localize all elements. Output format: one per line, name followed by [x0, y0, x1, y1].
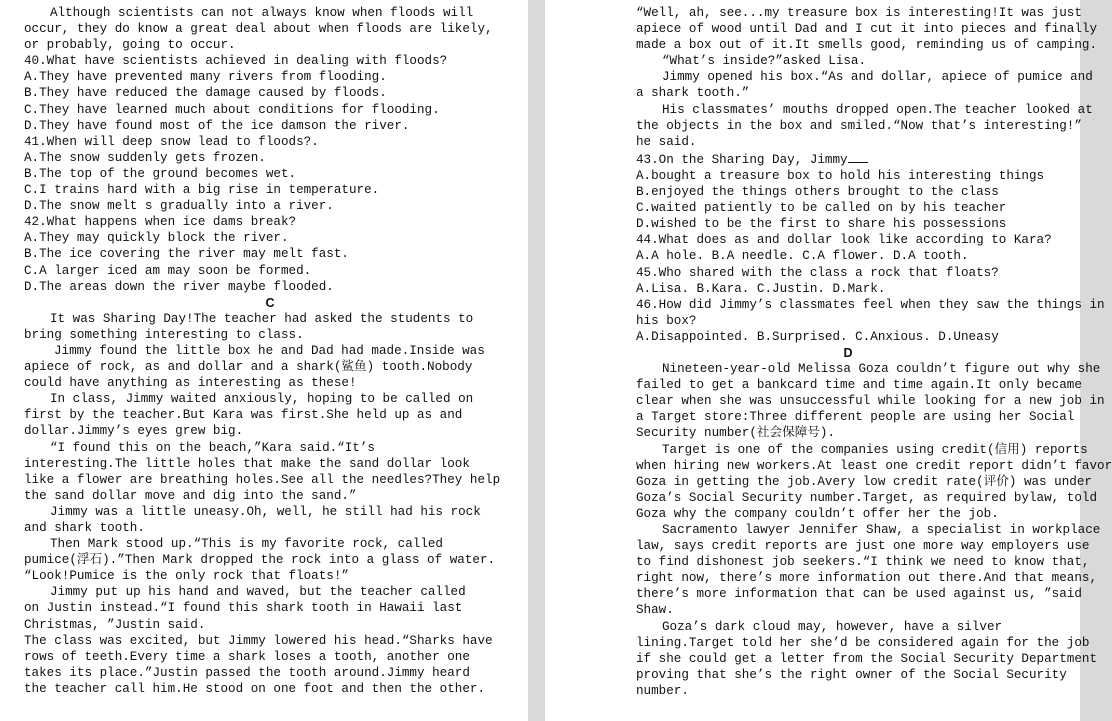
text-line	[636, 21, 1098, 37]
text-line	[24, 600, 516, 616]
text-line	[24, 584, 516, 600]
line-text: apiece of rock, as and dollar and a shark(鲨鱼) tooth.Nobody	[24, 360, 473, 375]
text-line	[24, 617, 516, 633]
text-line	[636, 586, 1082, 602]
text-line	[24, 359, 516, 375]
line-text: he said.	[636, 134, 697, 149]
line-text: His classmates’ mouths dropped open.The teacher looked at	[662, 102, 1093, 117]
line-text: law, says credit reports are just one more way employers use	[636, 539, 1090, 554]
text-line	[24, 134, 516, 150]
text-line	[24, 343, 516, 359]
line-text: Jimmy found the little box he and Dad had made.Inside was	[54, 343, 485, 358]
line-text: the teacher call him.He stood on one foot and then the other.	[24, 681, 486, 696]
text-line	[24, 198, 516, 214]
text-line	[24, 311, 516, 327]
line-text: Jimmy opened his box.“As and dollar, apiece of pumice and	[662, 70, 1093, 85]
line-text: or probably, going to occur.	[24, 38, 236, 53]
line-text: Shaw.	[636, 603, 674, 618]
line-text: bring something interesting to class.	[24, 327, 304, 342]
line-text: there’s more information that can be used against us, ”said	[636, 587, 1082, 602]
line-text: 43.On the Sharing Day, Jimmy	[636, 152, 848, 167]
text-line	[24, 5, 516, 21]
text-line	[24, 375, 516, 391]
section-heading	[24, 295, 516, 311]
line-text: the sand dollar move and dig into the sand.”	[24, 488, 357, 503]
line-text: D.The snow melt s gradually into a river.	[24, 199, 334, 214]
text-line	[636, 409, 1075, 425]
line-text: C.I trains hard with a big rise in temperature.	[24, 183, 380, 198]
line-text: “Well, ah, see...my treasure box is interesting!It was just	[636, 6, 1082, 20]
text-line	[24, 391, 516, 407]
text-line	[24, 520, 516, 536]
text-line	[24, 536, 516, 552]
line-text: clear when she was unsuccessful while looking for a new job in	[636, 394, 1105, 409]
text-line	[24, 37, 516, 53]
line-text: 40.What have scientists achieved in dealing with floods?	[24, 54, 448, 69]
text-line	[24, 102, 516, 118]
text-line	[636, 442, 1088, 458]
line-text: his box?	[636, 313, 697, 328]
line-text: “I found this on the beach,”Kara said.“It’s	[50, 440, 375, 455]
text-line	[636, 134, 1060, 150]
line-text: Jimmy put up his hand and waved, but the teacher called	[50, 585, 466, 600]
line-text: Nineteen-year-old Melissa Goza couldn’t figure out why she	[662, 362, 1101, 377]
text-line	[24, 665, 516, 681]
text-line	[636, 102, 1093, 118]
text-line	[636, 570, 1098, 586]
text-line	[636, 506, 1060, 522]
text-line	[24, 456, 516, 472]
line-text: “What’s inside?”asked Lisa.	[662, 54, 867, 69]
line-text: on Justin instead.“I found this shark tooth in Hawaii last	[24, 601, 463, 616]
line-text: The class was excited, but Jimmy lowered his head.“Sharks have	[24, 633, 493, 648]
text-line	[636, 602, 1060, 618]
line-text: B.enjoyed the things others brought to the class	[636, 185, 999, 200]
line-text: A.They may quickly block the river.	[24, 231, 289, 246]
text-line	[24, 327, 516, 343]
text-line	[636, 69, 1093, 85]
text-line	[636, 200, 1060, 216]
text-line	[636, 667, 1067, 683]
line-text: A.A hole. B.A needle. C.A flower. D.A tooth.	[636, 249, 969, 264]
text-line	[24, 440, 516, 456]
text-line	[24, 407, 516, 423]
line-text: C	[265, 295, 275, 310]
text-line	[636, 522, 1101, 538]
line-text: Jimmy was a little uneasy.Oh, well, he still had his rock	[50, 504, 481, 519]
line-text: when hiring new workers.At least one credit report didn’t favor	[636, 458, 1112, 473]
line-text: A.Disappointed. B.Surprised. C.Anxious. D.Uneasy	[636, 329, 999, 344]
line-text: Target is one of the companies using credit(信用) reports	[662, 442, 1088, 457]
text-line	[636, 85, 1060, 101]
text-line	[24, 230, 516, 246]
text-line	[636, 37, 1098, 53]
line-text: a Target store:Three different people are using her Social	[636, 410, 1075, 425]
line-text: first by the teacher.But Kara was first.She held up as and	[24, 408, 463, 423]
line-text: A.The snow suddenly gets frozen.	[24, 150, 266, 165]
text-line	[24, 166, 516, 182]
line-text: Goza’s dark cloud may, however, have a silver	[662, 619, 1003, 634]
text-line	[24, 85, 516, 101]
text-line	[24, 21, 516, 37]
text-line	[636, 425, 1060, 441]
line-text: if she could get a letter from the Social Security Department	[636, 651, 1098, 666]
line-text: occur, they do know a great deal about when floods are likely,	[24, 22, 493, 37]
line-text: B.The ice covering the river may melt fast.	[24, 247, 349, 262]
text-line	[636, 281, 1060, 297]
line-text: “Look!Pumice is the only rock that floats!”	[24, 569, 349, 584]
text-line	[636, 248, 1060, 264]
line-text: interesting.The little holes that make the sand dollar look	[24, 456, 470, 471]
line-text: Christmas, ”Justin said.	[24, 617, 206, 632]
text-line	[24, 568, 516, 584]
line-text: C.waited patiently to be called on by his teacher	[636, 201, 1007, 216]
text-line	[636, 393, 1105, 409]
text-line	[636, 683, 1060, 699]
text-line	[636, 554, 1090, 570]
text-line	[24, 649, 516, 665]
text-line	[24, 118, 516, 134]
line-text: right now, there’s more information out there.And that means,	[636, 571, 1098, 586]
line-text: pumice(浮石).”Then Mark dropped the rock into a glass of water.	[24, 553, 496, 568]
line-text: Although scientists can not always know when floods will	[50, 6, 474, 20]
line-text: D.The areas down the river maybe flooded.	[24, 279, 334, 294]
text-line	[636, 490, 1098, 506]
text-line	[636, 118, 1082, 134]
line-text: 44.What does as and dollar look like according to Kara?	[636, 233, 1052, 248]
text-line	[636, 232, 1060, 248]
line-text: D.They have found most of the ice damson the river.	[24, 118, 410, 133]
text-line	[636, 651, 1098, 667]
text-line	[636, 150, 1060, 168]
line-text: could have anything as interesting as these!	[24, 376, 357, 391]
text-line	[636, 313, 1060, 329]
line-text: Goza in getting the job.Avery low credit rate(评价) was under	[636, 474, 1092, 489]
line-text: Goza’s Social Security number.Target, as required bylaw, told	[636, 490, 1098, 505]
text-line	[636, 619, 1060, 635]
line-text: Sacramento lawyer Jennifer Shaw, a specialist in workplace	[662, 523, 1101, 537]
text-line	[636, 53, 1060, 69]
line-text: A.They have prevented many rivers from flooding.	[24, 70, 387, 85]
line-text: like a flower are breathing holes.See all the needles?They help	[24, 472, 501, 487]
section-heading	[636, 345, 1060, 361]
line-text: Goza why the company couldn’t offer her the job.	[636, 506, 999, 521]
text-line	[636, 361, 1101, 377]
line-text: Then Mark stood up.“This is my favorite rock, called	[50, 537, 443, 552]
line-text: failed to get a bankcard time and time again.It only became	[636, 378, 1082, 393]
line-text: C.They have learned much about conditions for flooding.	[24, 102, 440, 117]
text-line	[636, 377, 1082, 393]
line-text: to find dishonest job seekers.“I think we need to know that,	[636, 555, 1090, 570]
text-line	[636, 458, 1112, 474]
text-line	[24, 504, 516, 520]
text-line	[636, 184, 1060, 200]
text-line	[636, 216, 1060, 232]
left-page-text	[24, 5, 516, 697]
left-page	[0, 0, 528, 721]
line-text: made a box out of it.It smells good, reminding us of camping.	[636, 38, 1098, 53]
text-line	[24, 246, 516, 262]
line-text: In class, Jimmy waited anxiously, hoping to be called on	[50, 392, 474, 407]
answer-blank	[848, 150, 868, 163]
text-line	[24, 633, 516, 649]
line-text: 46.How did Jimmy’s classmates feel when they saw the things in	[636, 297, 1105, 312]
line-text: rows of teeth.Every time a shark loses a tooth, another one	[24, 649, 470, 664]
line-text: B.The top of the ground becomes wet.	[24, 166, 297, 181]
line-text: Security number(社会保障号).	[636, 426, 836, 441]
line-text: number.	[636, 683, 689, 698]
text-line	[24, 488, 516, 504]
line-text: 45.Who shared with the class a rock that floats?	[636, 265, 999, 280]
text-line	[636, 474, 1092, 490]
text-line	[24, 279, 516, 295]
text-line	[24, 53, 516, 69]
line-text: A.Lisa. B.Kara. C.Justin. D.Mark.	[636, 281, 886, 296]
line-text: D.wished to be the first to share his possessions	[636, 217, 1007, 232]
line-text: a shark tooth.”	[636, 86, 750, 101]
line-text: and shark tooth.	[24, 521, 145, 535]
line-text: takes its place.”Justin passed the tooth around.Jimmy heard	[24, 665, 470, 680]
line-text: C.A larger iced am may soon be formed.	[24, 263, 312, 278]
text-line	[24, 552, 516, 568]
text-line	[636, 5, 1082, 21]
text-line	[636, 265, 1060, 281]
text-line	[24, 150, 516, 166]
line-text: apiece of wood until Dad and I cut it into pieces and finally	[636, 22, 1098, 37]
text-line	[636, 538, 1090, 554]
line-text: 41.When will deep snow lead to floods?.	[24, 134, 319, 149]
text-line	[636, 329, 1060, 345]
line-text: the objects in the box and smiled.“Now that’s interesting!”	[636, 118, 1082, 133]
line-text: dollar.Jimmy’s eyes grew big.	[24, 424, 244, 439]
text-line	[636, 168, 1060, 184]
right-page	[545, 0, 1112, 721]
text-line	[24, 681, 516, 697]
line-text: lining.Target told her she’d be considered again for the job	[636, 635, 1090, 650]
text-line	[24, 423, 516, 439]
text-line	[24, 263, 516, 279]
line-text: 42.What happens when ice dams break?	[24, 215, 297, 230]
line-text: D	[843, 345, 853, 360]
text-line	[24, 472, 516, 488]
line-text: A.bought a treasure box to hold his interesting things	[636, 168, 1045, 183]
text-line	[24, 182, 516, 198]
text-line	[636, 635, 1090, 651]
right-page-text	[636, 5, 1112, 699]
line-text: It was Sharing Day!The teacher had asked the students to	[50, 311, 474, 326]
line-text: proving that she’s the right owner of the Social Security	[636, 667, 1067, 682]
text-line	[24, 69, 516, 85]
line-text: B.They have reduced the damage caused by floods.	[24, 86, 387, 101]
text-line	[636, 297, 1105, 313]
text-line	[24, 214, 516, 230]
